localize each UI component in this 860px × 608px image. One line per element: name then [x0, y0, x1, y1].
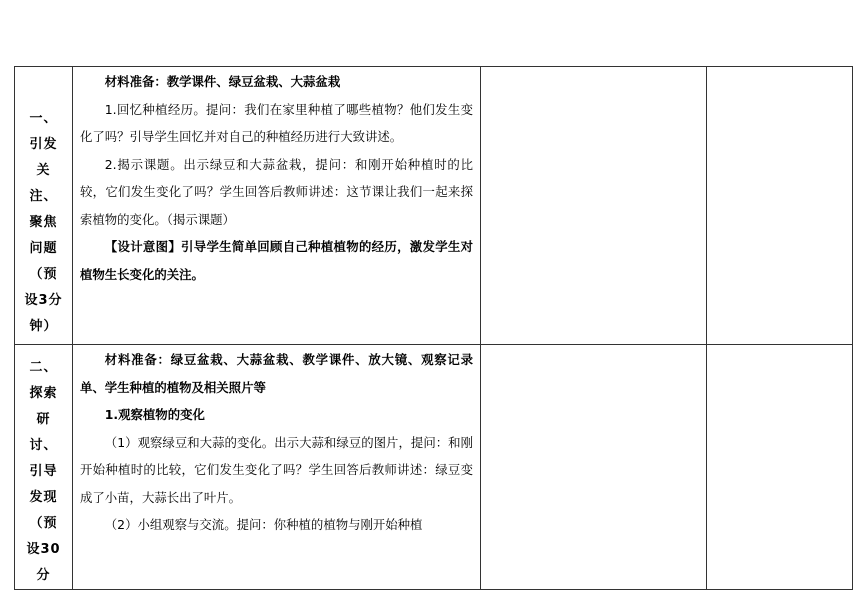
materials-line: 材料准备：教学课件、绿豆盆栽、大蒜盆栽: [104, 74, 341, 89]
table-row: [15, 345, 853, 590]
paragraph: （2）小组观察与交流。提问：你种植的植物与刚开始种植: [104, 517, 423, 532]
materials-line: 材料准备：绿豆盆栽、大蒜盆栽、教学课件、放大镜、观察记录单、学生种植的植物及相关照片等: [80, 352, 473, 395]
stage-cell: [15, 345, 73, 590]
stage-label: 二、探索研讨、引导发现（预设30分: [26, 360, 61, 583]
stage-label: 一、引发关注、聚焦问题（预设3分钟）: [24, 111, 63, 334]
design-intent: 【设计意图】引导学生简单回顾自己种植植物的经历，激发学生对植物生长变化的关注。: [80, 239, 473, 282]
empty-cell: [481, 345, 707, 590]
content-cell: [73, 345, 481, 590]
empty-cell: [707, 345, 853, 590]
paragraph: 2.揭示课题。出示绿豆和大蒜盆栽，提问：和刚开始种植时的比较，它们发生变化了吗？学生回答后教师讲述：这节课让我们一起来探索植物的变化。（揭示课题）: [80, 156, 473, 227]
empty-cell: [481, 67, 707, 345]
table-row: [15, 67, 853, 345]
empty-cell: [707, 67, 853, 345]
stage-cell: [15, 67, 73, 345]
section-heading: 1.观察植物的变化: [104, 407, 205, 422]
lesson-plan-table: [14, 66, 853, 590]
paragraph: （1）观察绿豆和大蒜的变化。出示大蒜和绿豆的图片，提问：和刚开始种植时的比较，它们发生变化了吗？学生回答后教师讲述：绿豆变成了小苗，大蒜长出了叶片。: [80, 434, 473, 505]
paragraph: 1.回忆种植经历。提问：我们在家里种植了哪些植物？他们发生变化了吗？引导学生回忆并对自己的种植经历进行大致讲述。: [80, 101, 473, 144]
content-cell: [73, 67, 481, 345]
